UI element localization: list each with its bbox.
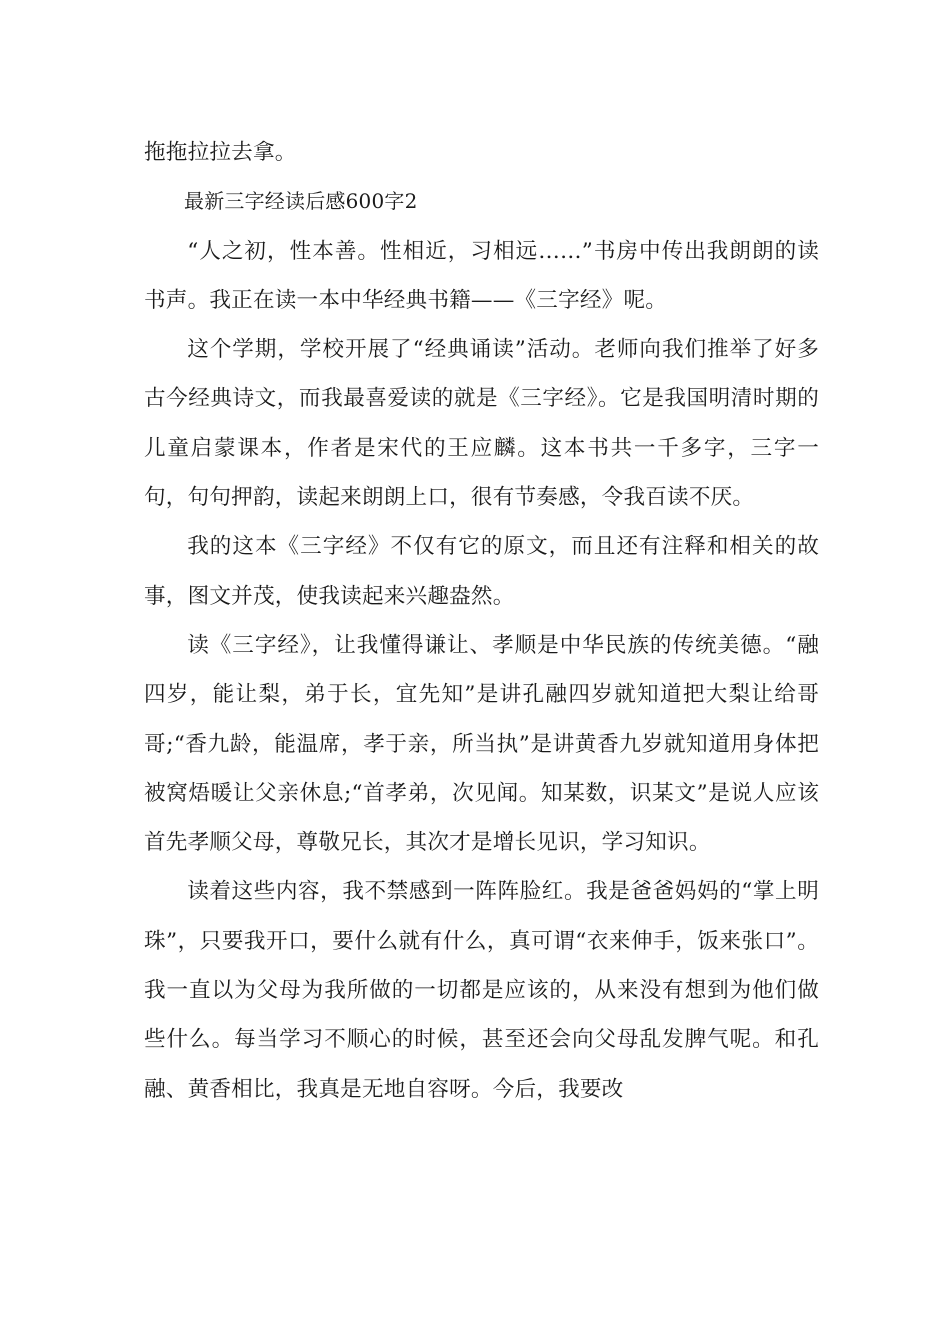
paragraph: 我的这本《三字经》不仅有它的原文，而且还有注释和相关的故事，图文并茂，使我读起来兴趣盎然。 (144, 534, 819, 609)
document-body (144, 128, 819, 1114)
section-heading: 最新三字经读后感600字2 (184, 189, 418, 214)
paragraph: “人之初，性本善。性相近，习相远……”书房中传出我朗朗的读书声。我正在读一本中华经典书籍——《三字经》呢。 (144, 238, 819, 313)
paragraph-continuation: 拖拖拉拉去拿。 (144, 140, 297, 165)
paragraph: 读着这些内容，我不禁感到一阵阵脸红。我是爸爸妈妈的“掌上明珠”，只要我开口，要什么就有什么，真可谓“衣来伸手，饭来张口”。我一直以为父母为我所做的一切都是应该的，从来没有想到为他们做些什么。每当学习不顺心的时候，甚至还会向父母乱发脾气呢。和孔融、黄香相比，我真是无地自容呀。今后，我要改 (144, 879, 819, 1102)
paragraph: 读《三字经》，让我懂得谦让、孝顺是中华民族的传统美德。“融四岁，能让梨，弟于长，宜先知”是讲孔融四岁就知道把大梨让给哥哥;“香九龄，能温席，孝于亲，所当执”是讲黄香九岁就知道用身体把被窝焐暖让父亲休息;“首孝弟，次见闻。知某数，识某文”是说人应该首先孝顺父母，尊敬兄长，其次才是增长见识，学习知识。 (144, 632, 819, 856)
paragraph: 这个学期，学校开展了“经典诵读”活动。老师向我们推举了好多古今经典诗文，而我最喜爱读的就是《三字经》。它是我国明清时期的儿童启蒙课本，作者是宋代的王应麟。这本书共一千多字，三字一句，句句押韵，读起来朗朗上口，很有节奏感，令我百读不厌。 (144, 337, 819, 511)
